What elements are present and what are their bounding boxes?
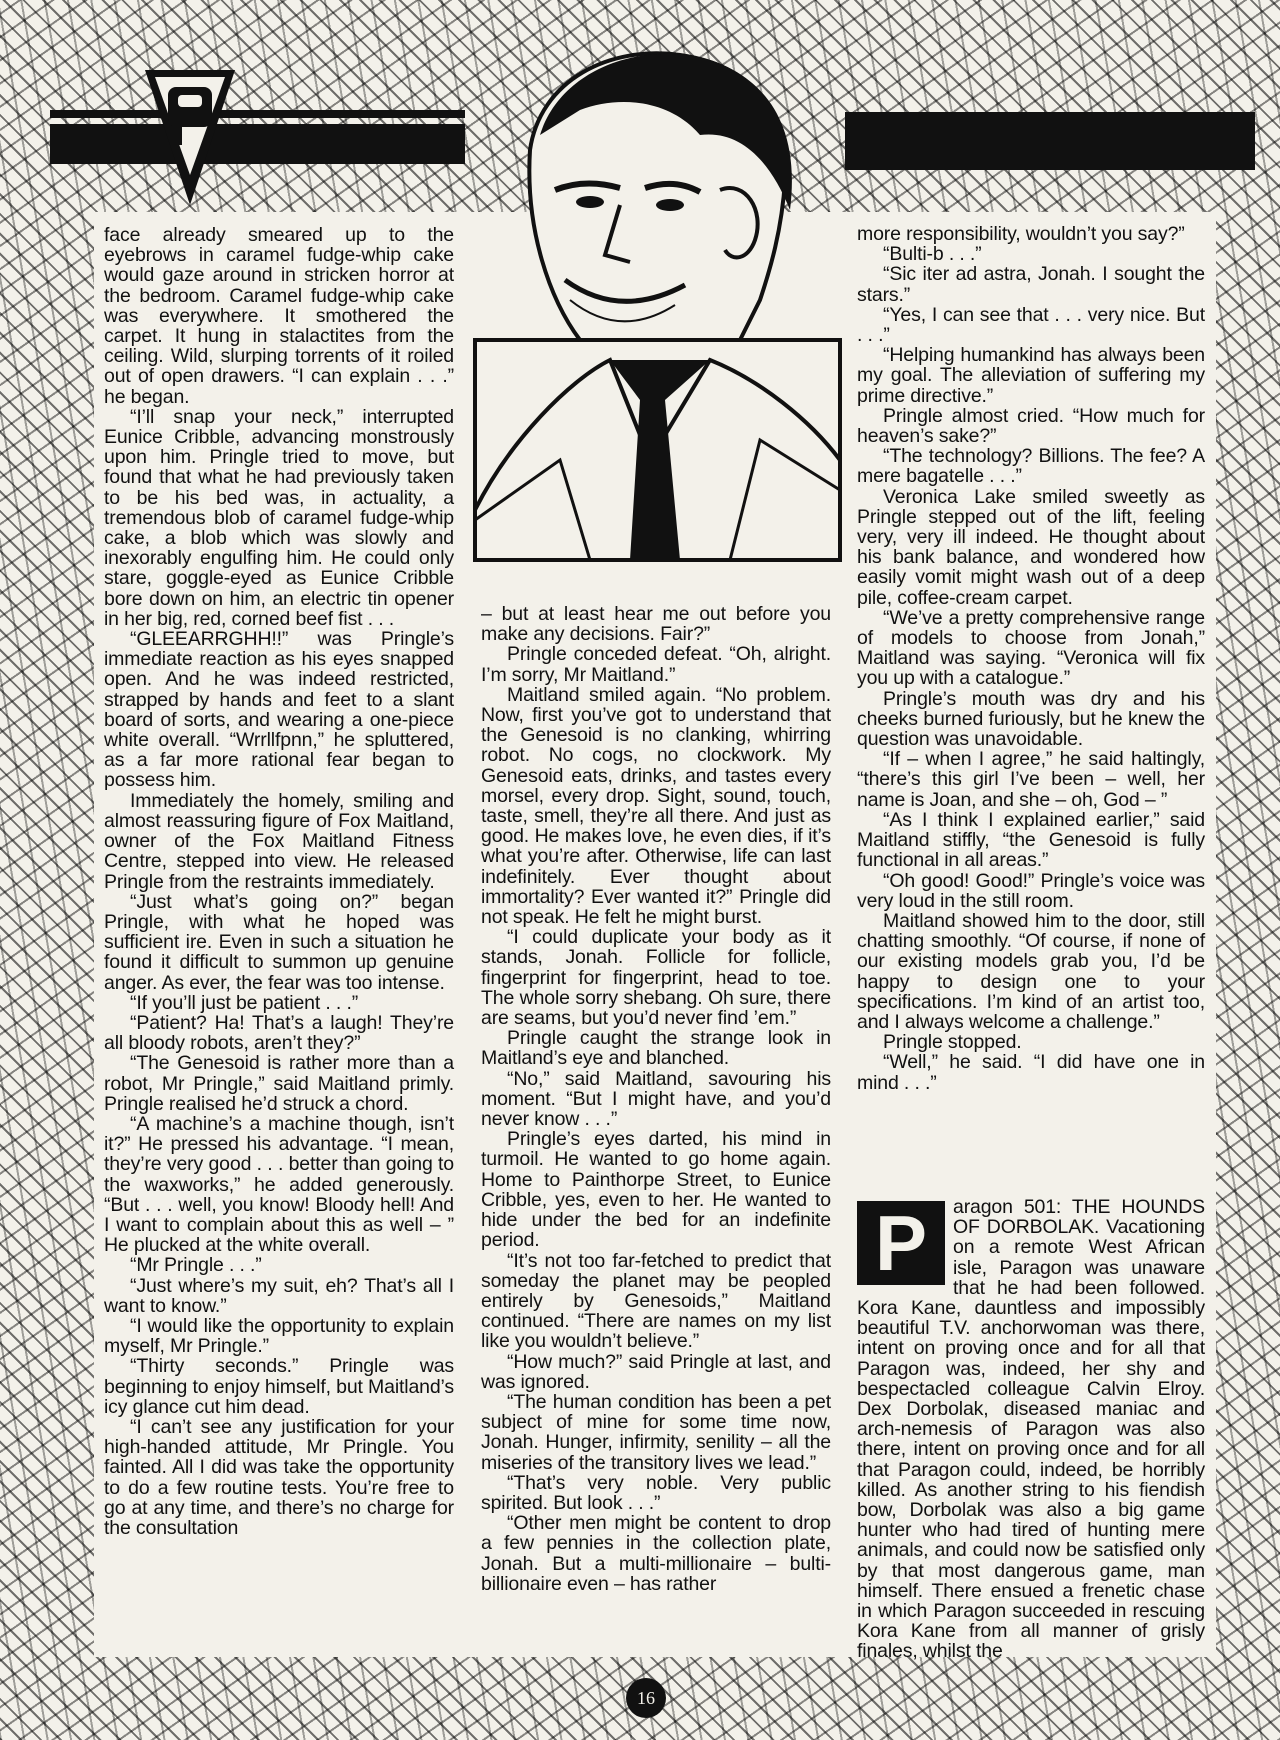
- maitland-portrait-illustration: [470, 40, 845, 565]
- paragraph: face already smeared up to the eyebrows in caramel fudge-whip cake would gaze around in stricken horror at the bedroom. Caramel fudge-whip cake was everywhere. It smothered the carpet. It hung in stalactites from the ceiling. Wild, slurping torrents of it roiled out of open drawers. “I can explain . . .” he began.: [104, 224, 454, 408]
- paragraph: “GLEEARRGHH!!” was Pringle’s immediate reaction as his eyes snapped open. And he was indeed restricted, strapped by hands and feet to a slant board of sorts, and wearing a one-piece white overall. “Wrrllfpnn,” he spluttered, as a far more rational fear began to possess him.: [104, 628, 454, 792]
- paragraph: “If – when I agree,” he said haltingly, “there’s this girl I’ve been – well, her name is Joan, and she – oh, God – ”: [857, 748, 1205, 811]
- paragraph: Pringle caught the strange look in Maitland’s eye and blanched.: [481, 1027, 831, 1070]
- paragraph: “Helping humankind has always been my goal. The alleviation of suffering my prime directive.”: [857, 344, 1205, 407]
- next-issue-blurb: [857, 1197, 1205, 1662]
- paragraph: “Just what’s going on?” began Pringle, with what he hoped was sufficient ire. Even in such a situation he found it difficult to summon up genuine anger. As ever, the fear was too intense.: [104, 890, 454, 994]
- paragraph: “It’s not too far-fetched to predict that someday the planet may be peopled entirely by Genesoids,” Maitland continued. “There are names on my list like you wouldn’t believe.”: [481, 1249, 831, 1353]
- paragraph: Pringle’s eyes darted, his mind in turmoil. He wanted to go home again. Home to Painthorpe Street, to Eunice Cribble, yes, even to her. He wanted to hide under the bed for an indefinite period.: [481, 1128, 831, 1252]
- article-column-2: [481, 604, 831, 1594]
- paragraph: “Yes, I can see that . . . very nice. But . . .”: [857, 303, 1205, 347]
- paragraph: “The technology? Billions. The fee? A mere bagatelle . . .”: [857, 445, 1205, 488]
- paragraph: “Bulti-b . . .”: [883, 243, 982, 266]
- paragraph: Veronica Lake smiled sweetly as Pringle stepped out of the lift, feeling very, very ill indeed. He thought about his bank balance, and wondered how easily vomit might wash out of a deep pile, coffee-cream carpet.: [857, 485, 1205, 609]
- paragraph: “Well,” he said. “I did have one in mind . . .”: [857, 1051, 1205, 1094]
- paragraph: “If you’ll just be patient . . .”: [130, 991, 359, 1014]
- drop-cap: P: [857, 1201, 945, 1285]
- header-bar-left: [50, 124, 465, 164]
- page-number: 16: [626, 1678, 666, 1718]
- paragraph: – but at least hear me out before you make any decisions. Fair?”: [481, 603, 831, 646]
- paragraph: “We’ve a pretty comprehensive range of models to choose from Jonah,” Maitland was saying. “Veronica will fix you up with a catalogue.”: [857, 606, 1205, 690]
- paragraph: Pringle’s mouth was dry and his cheeks burned furiously, but he knew the question was unavoidable.: [857, 687, 1205, 751]
- header-bar-left-thin: [50, 110, 465, 118]
- article-column-1: [104, 225, 454, 1538]
- paragraph: “I could duplicate your body as it stands, Jonah. Follicle for follicle, fingerprint for fingerprint, head to toe. The whole sorry shebang. Oh sure, there are seams, but you’d never find ’em.”: [481, 926, 831, 1030]
- paragraph: Pringle conceded defeat. “Oh, alright. I’m sorry, Mr Maitland.”: [481, 643, 831, 686]
- paragraph: Pringle almost cried. “How much for heaven’s sake?”: [857, 404, 1205, 448]
- article-column-3: [857, 224, 1205, 1093]
- paragraph: “Mr Pringle . . .”: [130, 1254, 262, 1277]
- paragraph: “No,” said Maitland, savouring his moment. “But I might have, and you’d never know . . .”: [481, 1067, 831, 1131]
- paragraph: “I’ll snap your neck,” interrupted Eunice Cribble, advancing monstrously upon him. Pringle tried to move, but found that what he had previously taken to be his bed was, in actuality, a tremendous blob of caramel fudge-whip cake, a blob which was slowly and inexorably engulfing him. He could only stare, goggle-eyed as Eunice Cribble bore down on him, an electric tin opener in her big, red, corned beef fist . . .: [104, 405, 454, 630]
- paragraph: Maitland smiled again. “No problem. Now, first you’ve got to understand that the Genesoid is no clanking, whirring robot. No cogs, no clockwork. My Genesoid eats, drinks, and tastes every morsel, every drop. Sight, sound, touch, taste, smell, they’re all there. And just as good. He makes love, he even dies, if it’s what you’re after. Otherwise, life can last indefinitely. Ever thought about immortality? Ever wanted it?” Pringle did not speak. He felt he might burst.: [481, 683, 831, 929]
- paragraph: “As I think I explained earlier,” said Maitland stiffly, “the Genesoid is fully functional in all areas.”: [857, 808, 1205, 872]
- paragraph: Maitland showed him to the door, still chatting smoothly. “Of course, if none of our existing models grab you, I’d be happy to design one to your specifications. I’m kind of an artist too, and I always welcome a challenge.”: [857, 909, 1205, 1033]
- paragraph: “A machine’s a machine though, isn’t it?” He pressed his advantage. “I mean, they’re very good . . . better than going to the waxworks,” he added generously. “But . . . well, you know! Bloody hell! And I want to complain about this as well – ” He plucked at the white overall.: [104, 1112, 454, 1257]
- paragraph: Pringle stopped.: [883, 1031, 1022, 1054]
- next-issue-text: aragon 501: THE HOUNDS OF DORBOLAK. Vacationing on a remote West African isle, Paragon was unaware that he had been followed. Kora Kane, dauntless and impossibly beautiful T.V. anchorwoman was there, intent on proving once and for all that Paragon was, indeed, her shy and bespectacled colleague Calvin Elroy. Dex Dorbolak, diseased maniac and arch-nemesis of Paragon was also there, intent on proving once and for all that Paragon could, indeed, be horribly killed. As another string to his fiendish bow, Dorbolak was also a big game hunter who had tired of hunting mere animals, and could now be satisfied only by that most dangerous game, man himself. There ensued a frenetic chase in which Paragon succeeded in rescuing Kora Kane from all manner of grisly finales, whilst the: [857, 1196, 1205, 1663]
- paragraph: “How much?” said Pringle at last, and was ignored.: [481, 1350, 831, 1393]
- paragraph: “Just where’s my suit, eh? That’s all I want to know.”: [104, 1274, 454, 1317]
- paragraph: “I would like the opportunity to explain myself, Mr Pringle.”: [104, 1314, 454, 1358]
- paragraph: more responsibility, wouldn’t you say?”: [857, 223, 1185, 245]
- paragraph: “The human condition has been a pet subject of mine for some time now, Jonah. Hunger, infirmity, senility – all the miseries of the transitory lives we lead.”: [481, 1390, 831, 1474]
- paragraph: “Other men might be content to drop a few pennies in the collection plate, Jonah. But a multi-millionaire – bulti-billionaire even – has rather: [481, 1512, 831, 1595]
- paragraph: Immediately the homely, smiling and almost reassuring figure of Fox Maitland, owner of the Fox Maitland Fitness Centre, stepped into view. He released Pringle from the restraints immediately.: [104, 789, 454, 893]
- header-bar-right: [845, 112, 1255, 170]
- paragraph: “Oh good! Good!” Pringle’s voice was very loud in the still room.: [857, 869, 1205, 912]
- paragraph: “I can’t see any justification for your high-handed attitude, Mr Pringle. You fainted. All I did was take the opportunity to do a few routine tests. You’re free to go at any time, and there’s no charge for the consultation: [104, 1415, 454, 1539]
- paragraph: “The Genesoid is rather more than a robot, Mr Pringle,” said Maitland primly. Pringle realised he’d struck a chord.: [104, 1052, 454, 1115]
- paragraph: “Patient? Ha! That’s a laugh! They’re all bloody robots, aren’t they?”: [104, 1011, 454, 1055]
- paragraph: “That’s very noble. Very public spirited. But look . . .”: [481, 1471, 831, 1514]
- paragon-logo-icon: [140, 65, 240, 205]
- paragraph: “Sic iter ad astra, Jonah. I sought the stars.”: [857, 263, 1205, 306]
- paragraph: “Thirty seconds.” Pringle was beginning to enjoy himself, but Maitland’s icy glance cut him dead.: [104, 1355, 454, 1418]
